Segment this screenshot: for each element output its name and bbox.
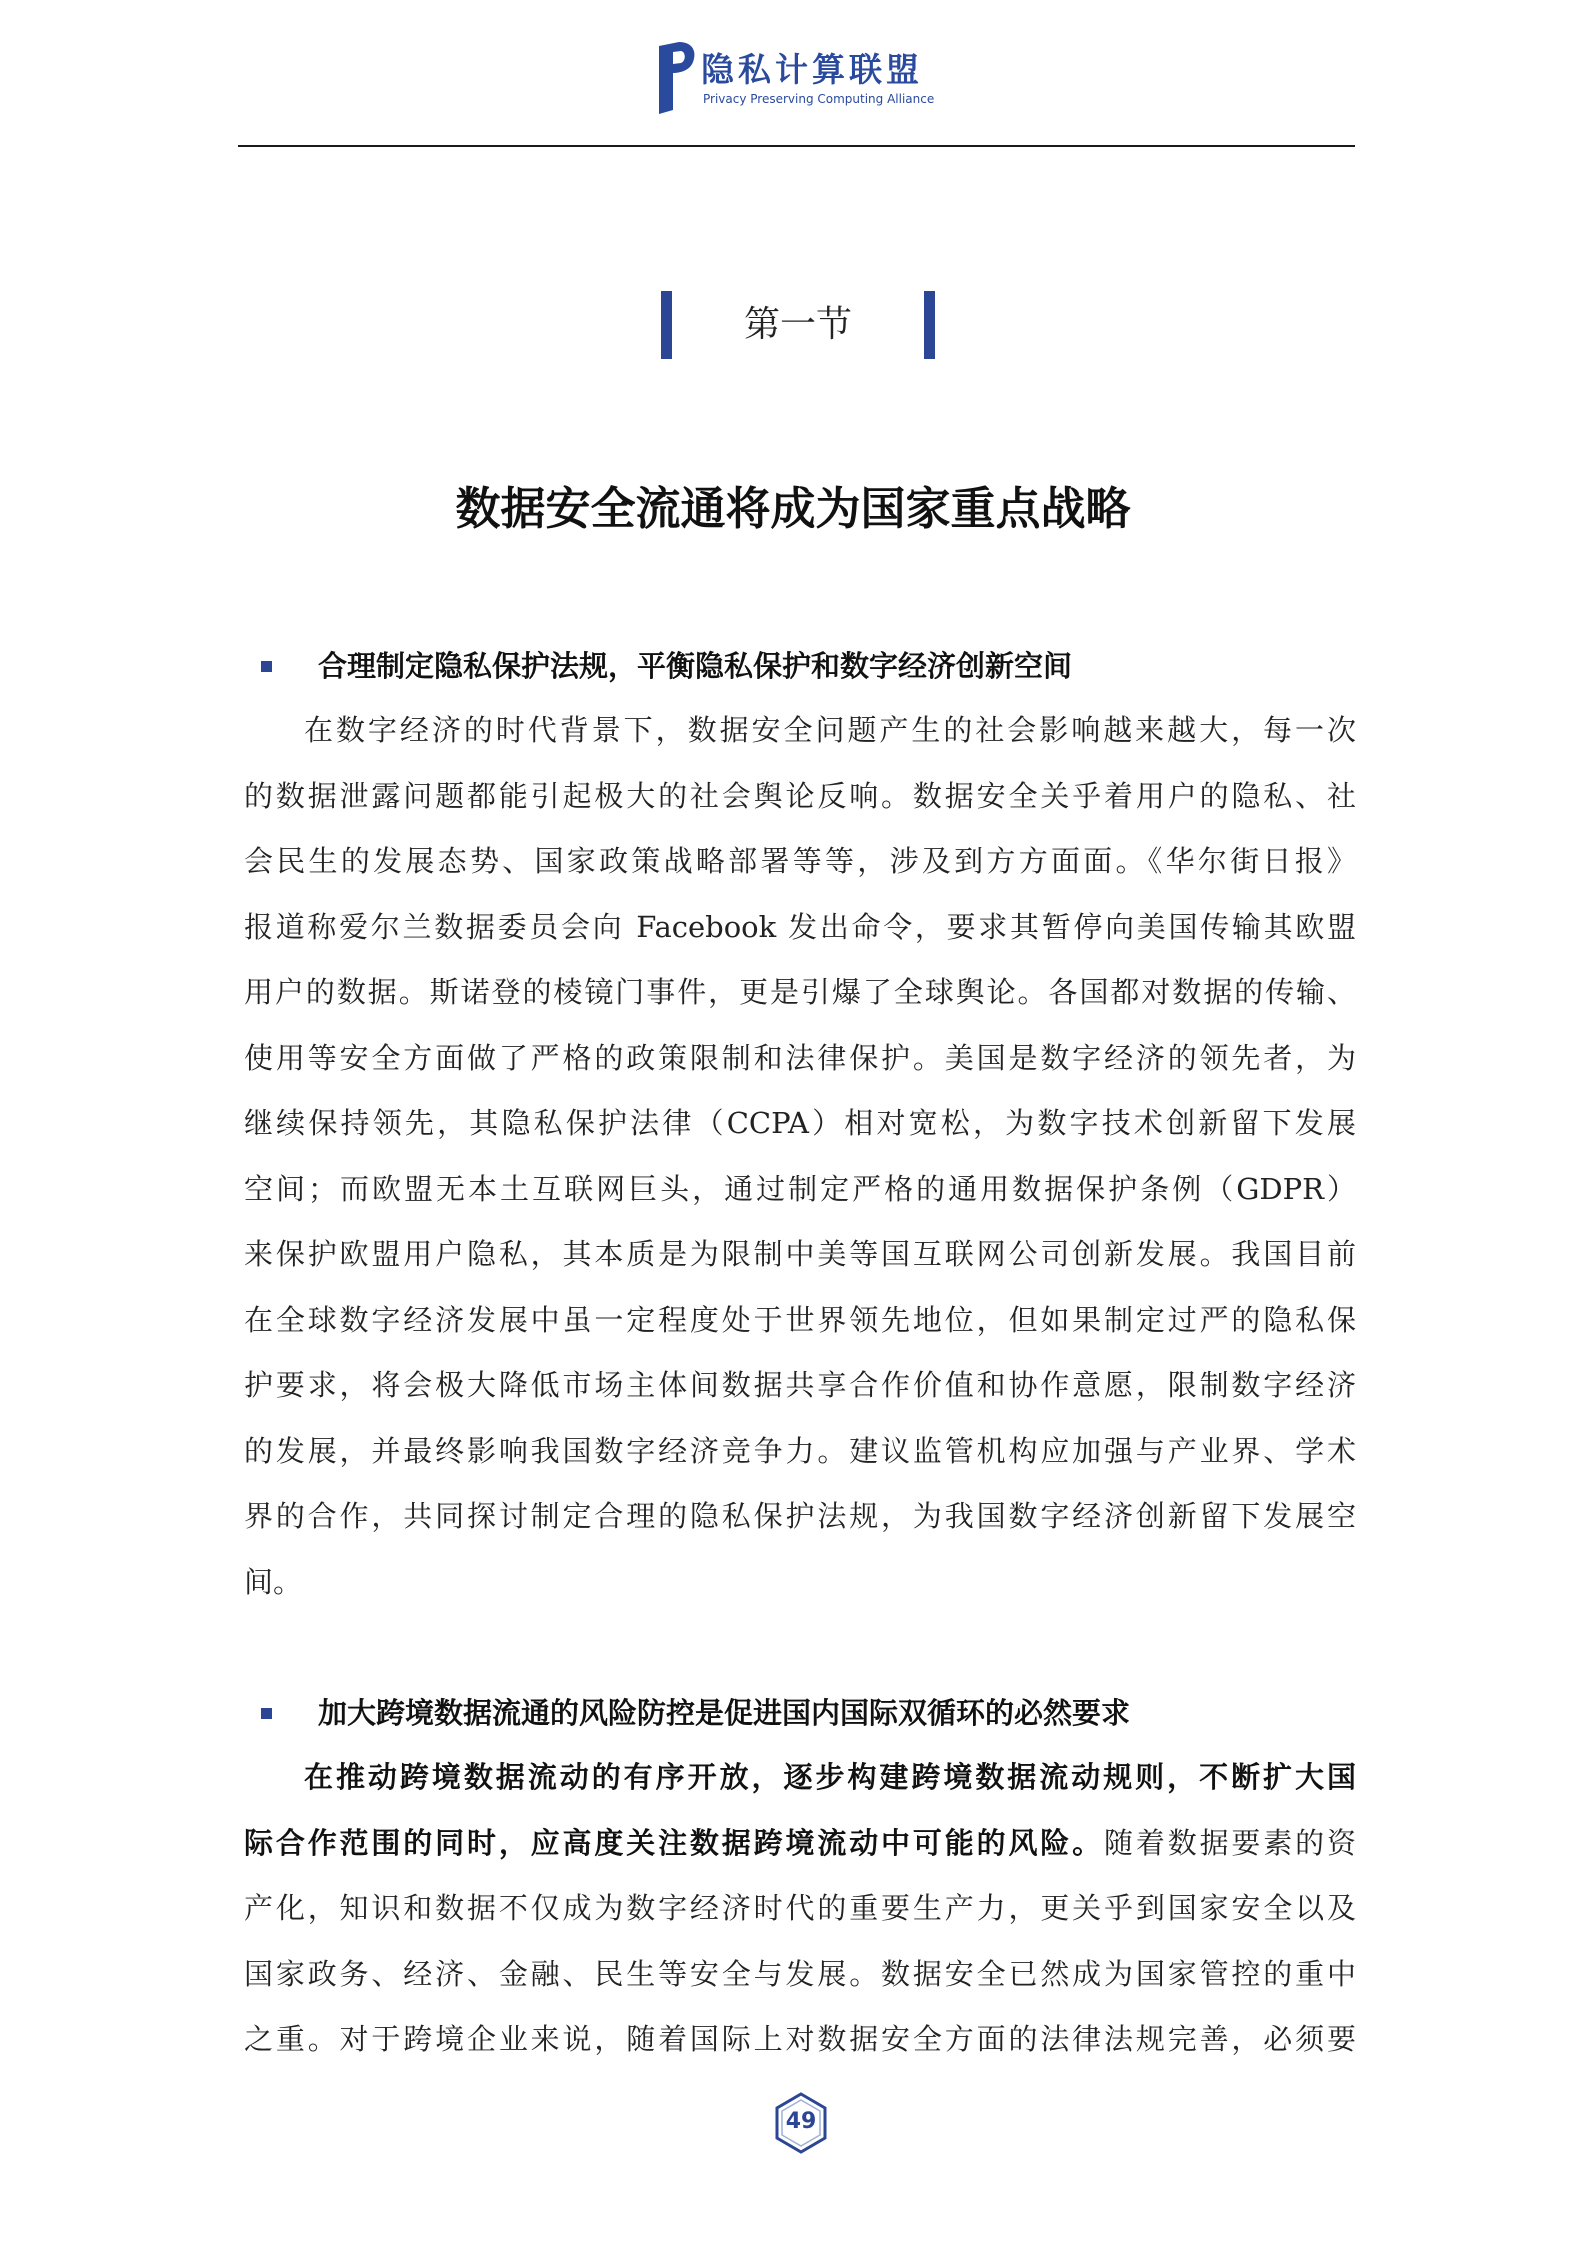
square-bullet-icon: [261, 661, 272, 672]
paragraph-1: [244, 698, 1356, 1615]
alliance-logo: [655, 40, 955, 116]
paragraph-line: 在全球数字经济发展中虽一定程度处于世界领先地位，但如果制定过严的隐私保: [244, 1302, 1356, 1337]
emphasis-text: 际合作范围的同时，应高度关注数据跨境流动中可能的风险。: [244, 1825, 1105, 1860]
chapter-title: 数据安全流通将成为国家重点战略: [455, 482, 1131, 535]
paragraph-line: 的发展，并最终影响我国数字经济竞争力。建议监管机构应加强与产业界、学术: [244, 1433, 1356, 1468]
section-label: 第一节: [743, 304, 852, 345]
header-divider: [238, 145, 1355, 147]
square-bullet-icon: [261, 1708, 272, 1719]
paragraph-line: 空间；而欧盟无本土互联网巨头，通过制定严格的通用数据保护条例（GDPR）: [244, 1171, 1356, 1206]
paragraph-line: [244, 1811, 1356, 1877]
paragraph-line: 界的合作，共同探讨制定合理的隐私保护法规，为我国数字经济创新留下发展空: [244, 1499, 1356, 1533]
paragraph-line: 继续保持领先，其隐私保护法律（CCPA）相对宽松，为数字技术创新留下发展: [244, 1106, 1356, 1140]
paragraph-line: 产化，知识和数据不仅成为数字经济时代的重要生产力，更关乎到国家安全以及: [244, 1891, 1356, 1925]
paragraph-line: 报道称爱尔兰数据委员会向 Facebook 发出命令，要求其暂停向美国传输其欧盟: [244, 909, 1356, 944]
paragraph-line: 使用等安全方面做了严格的政策限制和法律保护。美国是数字经济的领先者，为: [244, 1040, 1356, 1075]
paragraph-2: [244, 1745, 1356, 2073]
subsection-heading-1: [261, 644, 1072, 685]
subsection-heading-text: 合理制定隐私保护法规，平衡隐私保护和数字经济创新空间: [318, 649, 1073, 683]
logo-chinese-name: 隐私计算联盟: [701, 50, 923, 89]
paragraph-text: 随着数据要素的资: [1104, 1825, 1356, 1860]
paragraph-line: 护要求，将会极大降低市场主体间数据共享合作价值和协作意愿，限制数字经济: [244, 1368, 1356, 1402]
paragraph-line: [244, 1745, 1356, 1811]
paragraph-line: 用户的数据。斯诺登的棱镜门事件，更是引爆了全球舆论。各国都对数据的传输、: [244, 975, 1356, 1009]
section-bar-right: [924, 291, 935, 359]
paragraph-line: 国家政务、经济、金融、民生等安全与发展。数据安全已然成为国家管控的重中: [244, 1956, 1356, 1991]
paragraph-line: 间。: [244, 1564, 303, 1599]
page-number: 49: [785, 2109, 817, 2134]
paragraph-line: 的数据泄露问题都能引起极大的社会舆论反响。数据安全关乎着用户的隐私、社: [244, 778, 1356, 813]
subsection-heading-2: [261, 1691, 1130, 1732]
paragraph-line: 之重。对于跨境企业来说，随着国际上对数据安全方面的法律法规完善，必须要: [244, 2022, 1356, 2056]
logo-english-name: Privacy Preserving Computing Alliance: [703, 92, 935, 106]
paragraph-line: 在数字经济的时代背景下，数据安全问题产生的社会影响越来越大，每一次: [304, 713, 1356, 747]
emphasis-text: 在推动跨境数据流动的有序开放，逐步构建跨境数据流动规则，不断扩大国: [304, 1760, 1356, 1794]
subsection-heading-text: 加大跨境数据流通的风险防控是促进国内国际双循环的必然要求: [318, 1696, 1131, 1730]
alliance-logo-mark-icon: [655, 40, 697, 114]
section-bar-left: [661, 291, 672, 359]
page-number-badge: [774, 2092, 828, 2154]
paragraph-line: 会民生的发展态势、国家政策战略部署等等，涉及到方方面面。《华尔街日报》: [244, 844, 1356, 878]
paragraph-line: 来保护欧盟用户隐私，其本质是为限制中美等国互联网公司创新发展。我国目前: [244, 1237, 1356, 1271]
